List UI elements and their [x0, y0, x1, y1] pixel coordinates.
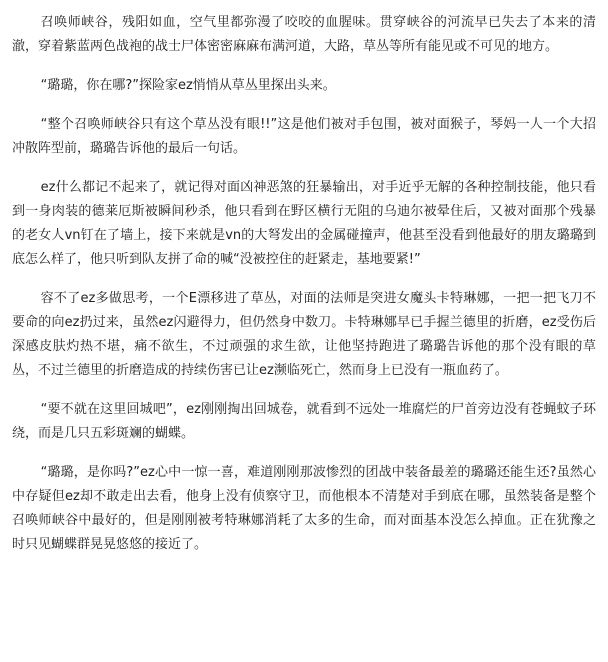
paragraph-6: “要不就在这里回城吧”，ez刚刚掏出回城卷，就看到不远处一堆腐烂的尸首旁边没有苍蝇蚊子环绕，而是几只五彩斑斓的蝴蝶。	[12, 402, 596, 441]
paragraph-7: “璐璐，是你吗?”ez心中一惊一喜，难道刚刚那波惨烈的团战中装备最差的璐璐还能生还?虽然心中存疑但ez却不敢走出去看，他身上没有侦察守卫，而他根本不清楚对手到底在哪，虽然装备是整个召唤师峡谷中最好的，但是刚刚被考特琳娜消耗了太多的生命，而对面基本没怎么掉血。正在犹豫之时只见蝴蝶群晃晃悠悠的接近了。	[12, 465, 596, 552]
paragraph-1: 召唤师峡谷，残阳如血，空气里都弥漫了咬咬的血腥味。贯穿峡谷的河流早已失去了本来的清澈，穿着紫蓝两色战袍的战士尸体密密麻麻布满河道，大路，草丛等所有能见或不可见的地方。	[12, 15, 596, 54]
paragraph-5: 容不了ez多做思考，一个E漂移进了草丛，对面的法师是突进女魔头卡特琳娜，一把一把飞刀不要命的向ez扔过来，虽然ez闪避得力，但仍然身中数刀。卡特琳娜早已手握兰德里的折磨，ez受伤后深感皮肤灼热不堪，痛不欲生，不过顽强的求生欲，让他坚持跑进了璐璐告诉他的那个没有眼的草丛，不过兰德里的折磨造成的持续伤害已让ez濒临死亡，然而身上已没有一瓶血药了。	[12, 291, 596, 378]
paragraph-2: “璐璐，你在哪?”探险家ez悄悄从草丛里探出头来。	[40, 78, 336, 93]
paragraph-3: “整个召唤师峡谷只有这个草丛没有眼!!”这是他们被对手包围，被对面猴子，琴妈一人一个大招冲散阵型前，璐璐告诉他的最后一句话。	[12, 117, 596, 156]
paragraph-4: ez什么都记不起来了，就记得对面凶神恶煞的狂暴输出，对手近乎无解的各种控制技能，他只看到一身肉装的德莱厄斯被瞬间秒杀，他只看到在野区横行无阻的乌迪尔被晕住后，又被对面那个残暴的老女人vn钉在了墙上，接下来就是vn的大弩发出的金属碰撞声，他甚至没看到他最好的朋友璐璐到底怎么样了，他只听到队友拼了命的喊“没被控住的赶紧走，基地要紧!”	[12, 180, 596, 267]
